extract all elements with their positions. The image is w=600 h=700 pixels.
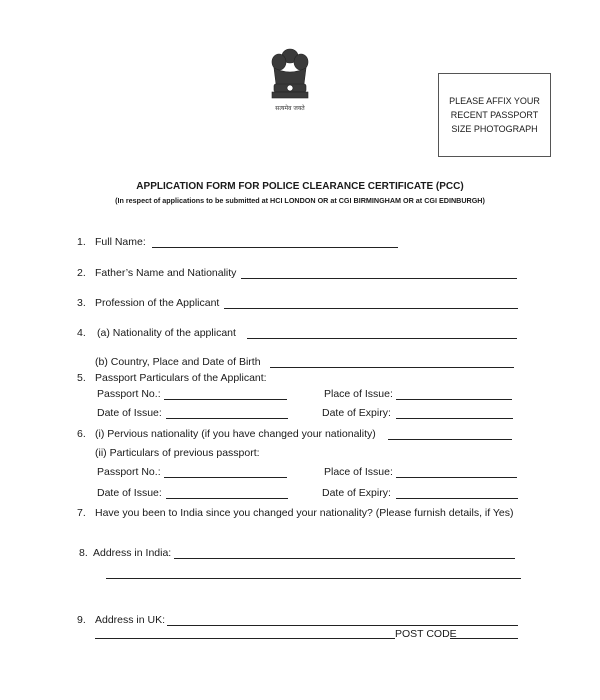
profession-field[interactable] <box>224 308 518 309</box>
q5-place-of-issue-label: Place of Issue: <box>324 388 393 400</box>
date-of-expiry-field[interactable] <box>396 418 513 419</box>
form-subtitle: (In respect of applications to be submitted at HCI LONDON OR at CGI BIRMINGHAM OR at CGI EDINBURGH) <box>115 196 485 205</box>
q3-number: 3. <box>77 297 86 309</box>
birth-details-field[interactable] <box>270 367 514 368</box>
q5-number: 5. <box>77 372 86 384</box>
q6-number: 6. <box>77 428 86 440</box>
q7-number: 7. <box>77 507 86 519</box>
q6-date-of-issue-label: Date of Issue: <box>97 487 162 499</box>
q8-number: 8. <box>79 547 88 559</box>
nationality-field[interactable] <box>247 338 517 339</box>
photo-box-line-1: PLEASE AFFIX YOUR <box>449 96 540 106</box>
post-code-label: POST CODE <box>395 628 457 640</box>
q7-label: Have you been to India since you changed your nationality? (Please furnish details, if Yes) <box>95 507 514 519</box>
post-code-field[interactable] <box>450 638 518 639</box>
photo-box-line-3: SIZE PHOTOGRAPH <box>451 124 538 134</box>
q6-place-of-issue-label: Place of Issue: <box>324 466 393 478</box>
date-of-issue-field[interactable] <box>166 418 288 419</box>
passport-no-field[interactable] <box>164 399 287 400</box>
q5-date-of-issue-label: Date of Issue: <box>97 407 162 419</box>
q2-label: Father’s Name and Nationality <box>95 267 237 279</box>
q4b-label: (b) Country, Place and Date of Birth <box>95 356 261 368</box>
photo-box <box>438 73 551 157</box>
india-address-field-1[interactable] <box>174 558 515 559</box>
uk-address-field-1[interactable] <box>167 625 518 626</box>
q1-number: 1. <box>77 236 86 248</box>
uk-address-field-2[interactable] <box>95 638 395 639</box>
emblem-caption: सत्यमेव जयते <box>275 105 305 112</box>
father-name-field[interactable] <box>241 278 517 279</box>
q8-label: Address in India: <box>93 547 172 559</box>
q3-label: Profession of the Applicant <box>95 297 220 309</box>
india-address-field-2[interactable] <box>106 578 521 579</box>
q5-date-of-expiry-label: Date of Expiry: <box>322 407 391 419</box>
prev-passport-no-field[interactable] <box>164 477 287 478</box>
q6i-label: (i) Pervious nationality (if you have changed your nationality) <box>95 428 376 440</box>
q9-label: Address in UK: <box>95 614 166 626</box>
full-name-field[interactable] <box>152 247 398 248</box>
prev-place-of-issue-field[interactable] <box>396 477 517 478</box>
q5-passport-no-label: Passport No.: <box>97 388 161 400</box>
q4-number: 4. <box>77 327 86 339</box>
previous-nationality-field[interactable] <box>388 439 512 440</box>
q6ii-label: (ii) Particulars of previous passport: <box>95 447 260 459</box>
national-emblem <box>264 46 316 116</box>
q6-passport-no-label: Passport No.: <box>97 466 161 478</box>
photo-box-line-2: RECENT PASSPORT <box>450 110 539 120</box>
place-of-issue-field[interactable] <box>396 399 512 400</box>
form-title: APPLICATION FORM FOR POLICE CLEARANCE CERTIFICATE (PCC) <box>136 181 464 192</box>
prev-date-of-expiry-field[interactable] <box>396 498 518 499</box>
q9-number: 9. <box>77 614 86 626</box>
q1-label: Full Name: <box>95 236 146 248</box>
q4a-label: (a) Nationality of the applicant <box>97 327 236 339</box>
q2-number: 2. <box>77 267 86 279</box>
q5-label: Passport Particulars of the Applicant: <box>95 372 267 384</box>
prev-date-of-issue-field[interactable] <box>166 498 288 499</box>
q6-date-of-expiry-label: Date of Expiry: <box>322 487 391 499</box>
